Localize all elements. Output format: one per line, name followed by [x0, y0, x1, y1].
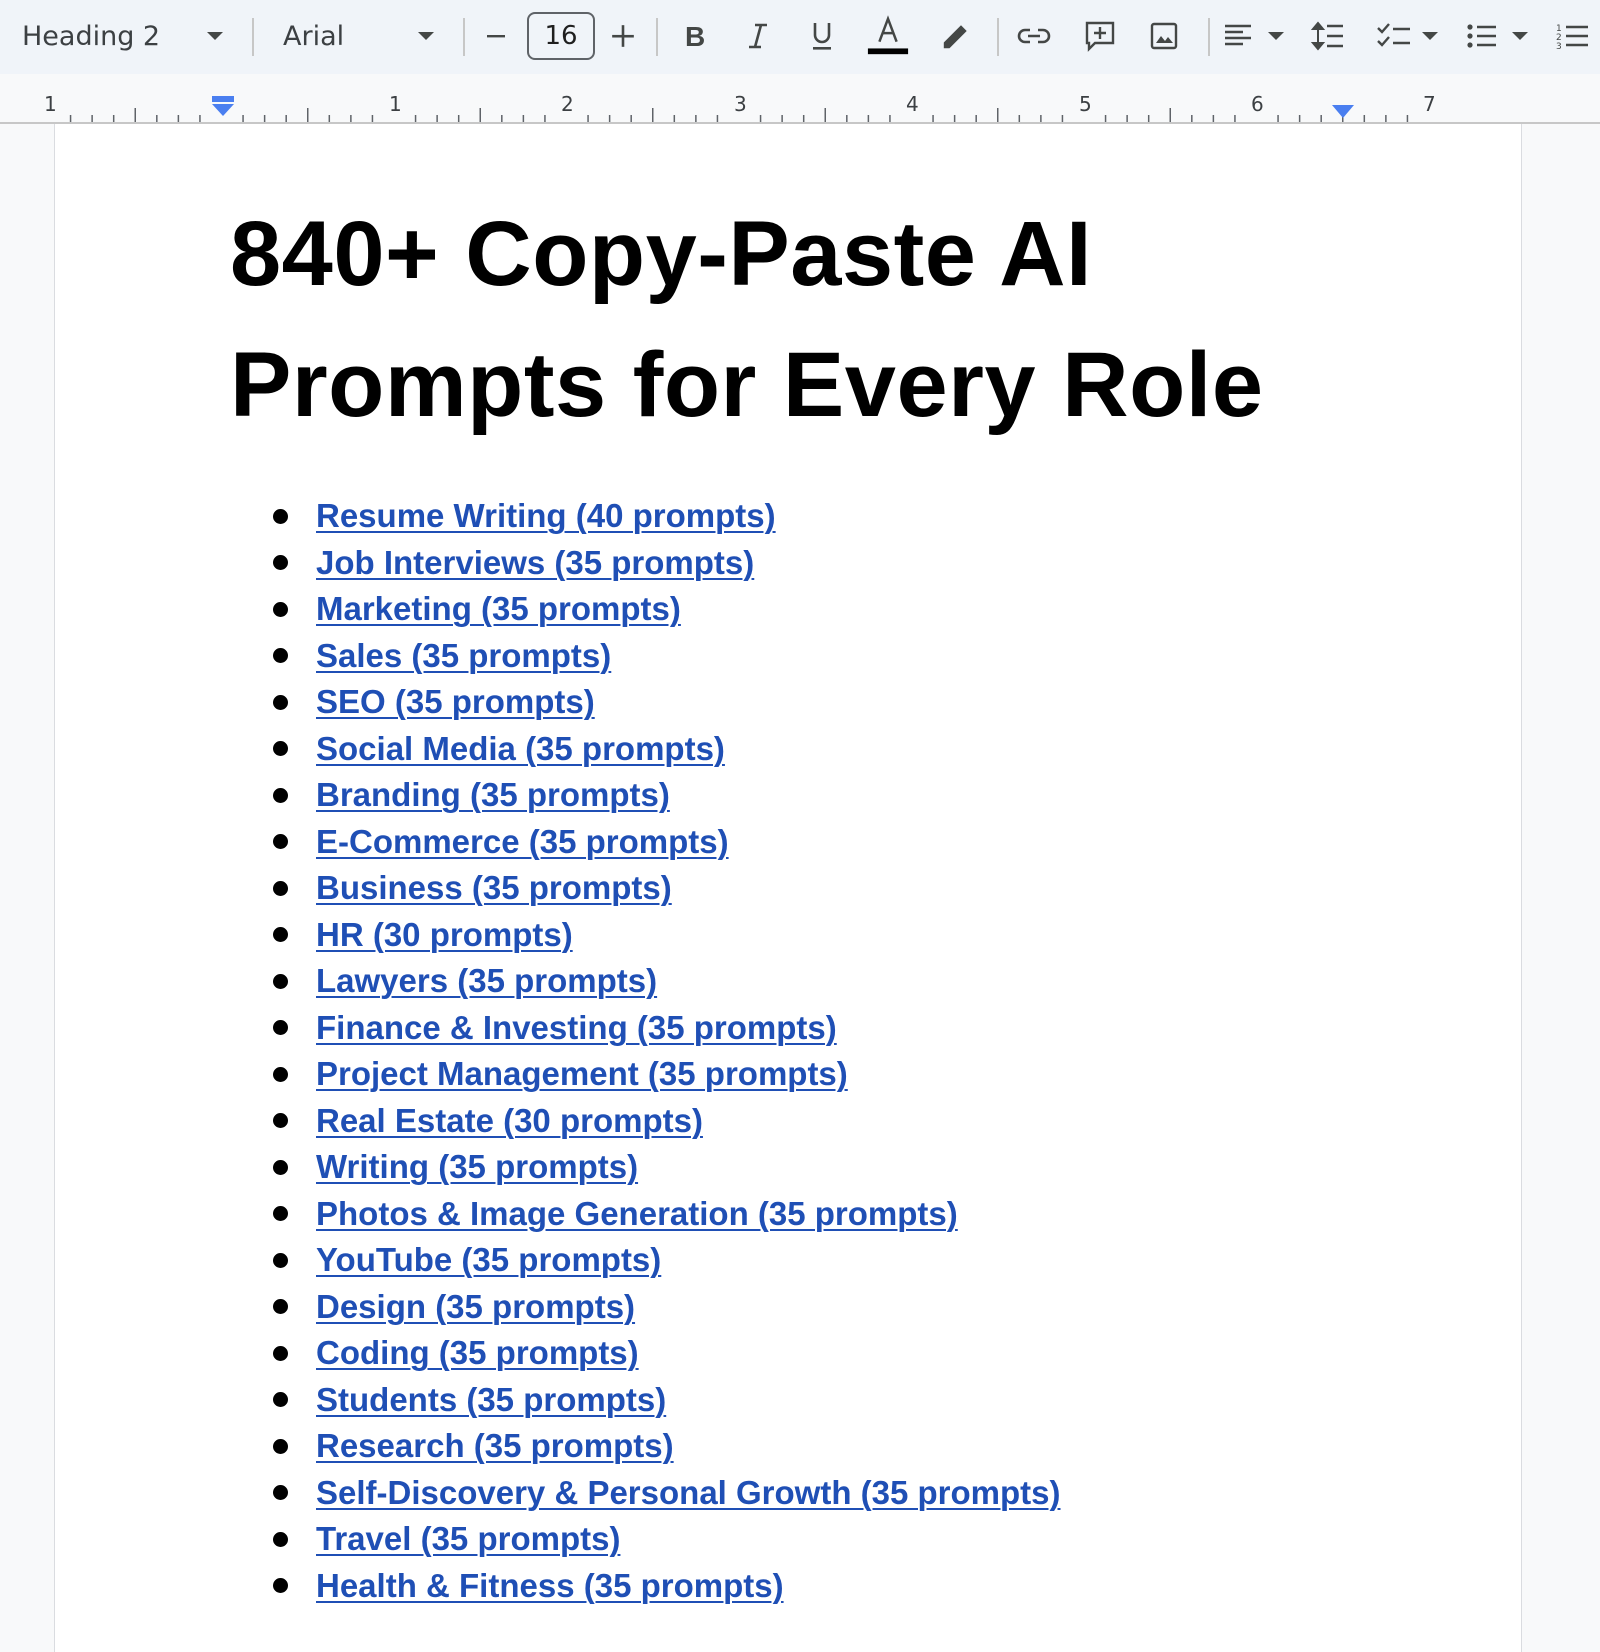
list-item [273, 1005, 1061, 1052]
svg-text:2: 2 [1556, 33, 1562, 43]
toc-link[interactable]: YouTube (35 prompts) [316, 1241, 662, 1279]
list-item [273, 912, 1061, 959]
bullet-icon [273, 1299, 288, 1314]
list-item [273, 493, 1061, 540]
list-item [273, 1377, 1061, 1424]
toolbar-divider [1208, 18, 1210, 56]
toc-link[interactable]: Students (35 prompts) [316, 1380, 667, 1418]
insert-link-icon [1016, 24, 1052, 48]
list-item [273, 1098, 1061, 1145]
bullet-icon [273, 1346, 288, 1361]
toc-link[interactable]: Marketing (35 prompts) [316, 590, 681, 628]
toolbar-divider [463, 18, 465, 56]
numbered-list-button[interactable] [1556, 14, 1596, 58]
ruler-number: 6 [1251, 92, 1264, 116]
ruler-number: 5 [1079, 92, 1092, 116]
list-item [273, 679, 1061, 726]
bullet-icon [273, 695, 288, 710]
bullet-icon [273, 1067, 288, 1082]
list-item [273, 865, 1061, 912]
list-item [273, 772, 1061, 819]
toc-link[interactable]: Job Interviews (35 prompts) [316, 543, 755, 581]
bullet-icon [273, 602, 288, 617]
toolbar-divider [656, 18, 658, 56]
highlight-color-button[interactable] [932, 14, 976, 58]
toc-link[interactable]: HR (30 prompts) [316, 915, 573, 953]
align-button[interactable] [1222, 14, 1288, 58]
bullet-icon [273, 1578, 288, 1593]
list-item [273, 1237, 1061, 1284]
line-spacing-icon [1310, 20, 1346, 52]
formatting-toolbar [0, 0, 1600, 74]
paragraph-style-value: Heading 2 [22, 20, 161, 52]
toc-link[interactable]: Finance & Investing (35 prompts) [316, 1008, 837, 1046]
bulleted-list-icon [1466, 21, 1498, 51]
horizontal-ruler[interactable] [0, 74, 1600, 124]
list-item [273, 1470, 1061, 1517]
toc-link[interactable]: Resume Writing (40 prompts) [316, 497, 776, 535]
toc-link[interactable]: SEO (35 prompts) [316, 683, 595, 721]
bullet-icon [273, 927, 288, 942]
highlight-icon [939, 21, 969, 51]
list-item [273, 1563, 1061, 1610]
toc-link[interactable]: Business (35 prompts) [316, 869, 672, 907]
add-comment-button[interactable] [1078, 14, 1122, 58]
document-title: 840+ Copy-Paste AI Prompts for Every Role [230, 203, 1264, 436]
plus-icon [610, 23, 636, 49]
toc-link[interactable]: Design (35 prompts) [316, 1287, 636, 1325]
underline-icon [808, 20, 836, 52]
align-left-icon [1222, 21, 1254, 51]
italic-icon [744, 21, 772, 51]
list-item [273, 958, 1061, 1005]
list-item [273, 1330, 1061, 1377]
checklist-button[interactable] [1376, 14, 1442, 58]
bullet-icon [273, 881, 288, 896]
list-item [273, 633, 1061, 680]
insert-link-button[interactable] [1012, 14, 1056, 58]
toc-link[interactable]: Real Estate (30 prompts) [316, 1101, 703, 1139]
svg-text:1: 1 [1556, 24, 1562, 34]
chevron-down-icon [1422, 32, 1438, 40]
list-item [273, 1423, 1061, 1470]
bullet-icon [273, 1113, 288, 1128]
paragraph-style-select[interactable] [22, 16, 227, 56]
chevron-down-icon [418, 32, 434, 40]
bullet-icon [273, 788, 288, 803]
svg-text:3: 3 [1556, 42, 1562, 51]
text-color-icon [866, 14, 910, 58]
ruler-number: 1 [389, 92, 402, 116]
numbered-list-icon [1556, 21, 1590, 51]
italic-button[interactable] [736, 14, 780, 58]
bullet-icon [273, 834, 288, 849]
bullet-icon [273, 1439, 288, 1454]
ruler-number: 1 [44, 92, 57, 116]
toc-link[interactable]: Photos & Image Generation (35 prompts) [316, 1194, 958, 1232]
list-item [273, 1144, 1061, 1191]
checklist-icon [1376, 21, 1412, 51]
toc-link[interactable]: E-Commerce (35 prompts) [316, 822, 729, 860]
ruler-ticks [0, 74, 1600, 124]
decrease-font-size-button[interactable] [480, 16, 512, 56]
chevron-down-icon [1512, 32, 1528, 40]
toc-link[interactable]: Sales (35 prompts) [316, 636, 612, 674]
ruler-number: 2 [561, 92, 574, 116]
list-item [273, 1191, 1061, 1238]
font-size-value: 16 [544, 21, 578, 51]
list-item [273, 819, 1061, 866]
underline-button[interactable] [800, 14, 844, 58]
bullet-icon [273, 1020, 288, 1035]
toc-link[interactable]: Travel (35 prompts) [316, 1520, 621, 1558]
increase-font-size-button[interactable] [607, 16, 639, 56]
toolbar-divider [252, 18, 254, 56]
ruler-number: 3 [734, 92, 747, 116]
insert-image-icon [1149, 21, 1179, 51]
toc-link[interactable]: Writing (35 prompts) [316, 1148, 639, 1186]
line-spacing-button[interactable] [1306, 14, 1350, 58]
toc-link[interactable]: Social Media (35 prompts) [316, 729, 725, 767]
chevron-down-icon [1268, 32, 1284, 40]
toc-link[interactable]: Coding (35 prompts) [316, 1334, 639, 1372]
bold-icon [681, 21, 709, 51]
font-family-value: Arial [283, 20, 345, 52]
bullet-icon [273, 1392, 288, 1407]
font-family-select[interactable] [283, 16, 438, 56]
toc-link[interactable]: Health & Fitness (35 prompts) [316, 1566, 784, 1604]
list-item [273, 1051, 1061, 1098]
bullet-icon [273, 741, 288, 756]
bullet-icon [273, 1485, 288, 1500]
font-size-input[interactable] [527, 12, 595, 60]
bulleted-list-button[interactable] [1466, 14, 1532, 58]
list-item [273, 540, 1061, 587]
bullet-icon [273, 648, 288, 663]
ruler-number: 7 [1423, 92, 1436, 116]
left-indent-marker[interactable] [210, 96, 238, 118]
toc-link[interactable]: Lawyers (35 prompts) [316, 962, 658, 1000]
right-indent-marker[interactable] [1330, 104, 1356, 120]
bullet-icon [273, 1253, 288, 1268]
minus-icon [484, 24, 508, 48]
bold-button[interactable] [673, 14, 717, 58]
toolbar-divider [997, 18, 999, 56]
bullet-icon [273, 1160, 288, 1175]
toc-link[interactable]: Research (35 prompts) [316, 1427, 674, 1465]
list-item [273, 726, 1061, 773]
chevron-down-icon [207, 32, 223, 40]
list-item [273, 586, 1061, 633]
toc-link[interactable]: Project Management (35 prompts) [316, 1055, 848, 1093]
document-page[interactable] [54, 124, 1522, 1652]
bullet-icon [273, 974, 288, 989]
ruler-number: 4 [906, 92, 919, 116]
svg-text:B: B [685, 21, 706, 51]
bullet-icon [273, 1206, 288, 1221]
insert-image-button[interactable] [1142, 14, 1186, 58]
table-of-contents [273, 493, 1061, 1609]
bullet-icon [273, 1532, 288, 1547]
bullet-icon [273, 555, 288, 570]
toc-link[interactable]: Branding (35 prompts) [316, 776, 670, 814]
text-color-button[interactable] [866, 14, 910, 58]
toc-link[interactable]: Self-Discovery & Personal Growth (35 prompts) [316, 1473, 1061, 1511]
add-comment-icon [1083, 19, 1117, 53]
list-item [273, 1284, 1061, 1331]
bullet-icon [273, 509, 288, 524]
list-item [273, 1516, 1061, 1563]
